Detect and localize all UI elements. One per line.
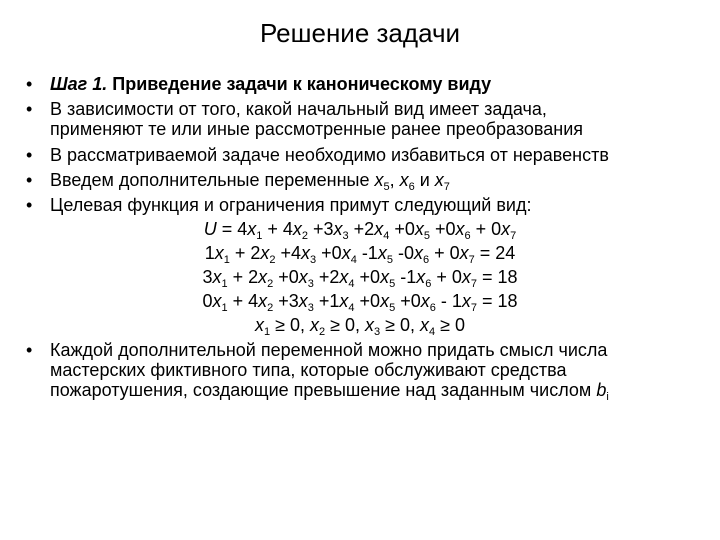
equation-subscript: 4: [350, 254, 357, 266]
constraint-1: [0, 242, 720, 264]
equation-variable: x: [455, 219, 465, 239]
equation-variable: x: [333, 219, 343, 239]
equation-subscript: 7: [468, 254, 475, 266]
equation-subscript: 1: [221, 278, 228, 290]
equation-subscript: 4: [348, 278, 355, 290]
equation-term: +0: [316, 243, 342, 263]
equation-subscript: 1: [223, 254, 230, 266]
equation-term: + 0: [470, 219, 502, 239]
step-label: Шаг 1.: [50, 74, 108, 94]
equation-term: +3: [308, 219, 334, 239]
variable: b: [596, 380, 607, 400]
equation-subscript: 5: [389, 278, 396, 290]
equation-variable: x: [365, 315, 374, 335]
bullet-prefix: Введем дополнительные переменные: [50, 170, 375, 190]
equation-subscript: 6: [422, 254, 430, 266]
equation-variable: x: [339, 267, 349, 287]
equation-term: -0: [392, 243, 414, 263]
equation-subscript: 3: [307, 302, 314, 314]
equation-term: + 2: [227, 267, 259, 287]
equation-term: + 4: [227, 291, 259, 311]
variable-subscript: 6: [408, 181, 415, 193]
equation-variable: x: [339, 291, 349, 311]
equation-term: ≥ 0: [435, 315, 466, 335]
equation-term: = 18: [477, 291, 518, 311]
equation-variable: x: [420, 291, 430, 311]
variable: x: [399, 170, 409, 190]
separator: ,: [389, 170, 400, 190]
equation-term: 0: [202, 291, 213, 311]
equation-subscript: 7: [510, 230, 517, 242]
bullet-text-line: применяют те или иные рассмотренные ранее преобразования: [50, 119, 584, 139]
equation-subscript: 4: [383, 230, 390, 242]
equation-term: ≥ 0,: [325, 315, 365, 335]
equation-term: +3: [273, 291, 299, 311]
equation-subscript: 6: [429, 302, 436, 314]
equation-subscript: 5: [386, 254, 393, 266]
equation-term: ≥ 0,: [380, 315, 421, 335]
equation-variable: x: [374, 219, 384, 239]
variable-subscript: 5: [383, 181, 390, 193]
equation-subscript: 3: [342, 230, 349, 242]
equation-term: +4: [275, 243, 302, 263]
equation-term: +0: [395, 291, 421, 311]
equation-subscript: 7: [470, 302, 477, 314]
equation-subscript: 3: [310, 254, 317, 266]
equation-variable: x: [292, 219, 302, 239]
equation-subscript: 5: [423, 230, 430, 242]
equation-variable: x: [416, 267, 426, 287]
objective-function: [0, 218, 720, 240]
equation-subscript: 2: [267, 278, 274, 290]
equation-subscript: 2: [301, 230, 309, 242]
equation-variable: x: [254, 315, 264, 335]
equation-variable: U: [203, 219, 217, 239]
equation-variable: x: [380, 291, 390, 311]
equation-term: - 1: [435, 291, 462, 311]
bullet-marker: •: [26, 74, 33, 94]
equation-term: -1: [356, 243, 378, 263]
equation-term: +0: [429, 219, 456, 239]
equation-variable: x: [214, 243, 224, 263]
bullet-marker: •: [26, 340, 33, 360]
equation-variable: x: [461, 291, 471, 311]
equation-variable: x: [459, 243, 469, 263]
bullet-text-line: Каждой дополнительной переменной можно придать смысл числа: [50, 340, 608, 360]
equation-term: +0: [354, 291, 381, 311]
bullet-text-line: В зависимости от того, какой начальный вид имеет задача,: [50, 99, 547, 119]
bullet-prefix: пожаротушения, создающие превышение над заданным числом: [50, 380, 597, 400]
equation-variable: x: [298, 267, 308, 287]
equation-subscript: 4: [429, 326, 436, 338]
equation-variable: x: [380, 267, 390, 287]
equation-subscript: 3: [307, 278, 314, 290]
equation-term: + 0: [431, 267, 462, 287]
equation-term: +0: [354, 267, 381, 287]
equation-term: + 2: [229, 243, 261, 263]
equation-term: = 4: [216, 219, 248, 239]
equation-term: +2: [348, 219, 375, 239]
equation-subscript: 2: [318, 326, 326, 338]
nonnegativity-constraints: [0, 314, 720, 336]
equation-subscript: 4: [348, 302, 355, 314]
equation-variable: x: [341, 243, 351, 263]
constraint-3: [0, 290, 720, 312]
equation-term: +0: [389, 219, 415, 239]
equation-term: + 0: [429, 243, 460, 263]
equation-variable: x: [461, 267, 471, 287]
equation-subscript: 2: [267, 302, 274, 314]
equation-subscript: 1: [256, 230, 263, 242]
bullet-text-line: [50, 170, 710, 193]
bullet-text-line: В рассматриваемой задаче необходимо избавиться от неравенств: [50, 145, 609, 165]
equation-subscript: 6: [425, 278, 432, 290]
equation-variable: x: [298, 291, 308, 311]
bullet-text-line: [50, 380, 710, 403]
equation-subscript: 1: [263, 326, 271, 338]
bullet-text-line: Целевая функция и ограничения примут следующий вид:: [50, 195, 532, 215]
equation-term: ≥ 0,: [270, 315, 310, 335]
equation-variable: x: [212, 267, 222, 287]
equation-variable: x: [414, 219, 424, 239]
equation-term: = 18: [477, 267, 518, 287]
bullet-text-line: мастерских фиктивного типа, которые обслуживают средства: [50, 360, 567, 380]
bullet-marker: •: [26, 170, 33, 190]
equation-subscript: 5: [389, 302, 396, 314]
equation-variable: x: [258, 267, 268, 287]
equation-term: 1: [204, 243, 215, 263]
equation-variable: x: [260, 243, 270, 263]
equation-variable: x: [420, 315, 430, 335]
bullet-marker: •: [26, 145, 33, 165]
equation-term: 3: [202, 267, 213, 287]
equation-variable: x: [258, 291, 268, 311]
bullet-step-heading: [50, 74, 710, 94]
bullet-marker: •: [26, 99, 33, 119]
equation-variable: x: [377, 243, 387, 263]
equation-variable: x: [301, 243, 311, 263]
slide-title: Решение задачи: [259, 18, 461, 48]
bullet-marker: •: [26, 195, 33, 215]
equation-subscript: 7: [470, 278, 477, 290]
variable: x: [374, 170, 384, 190]
equation-term: + 4: [262, 219, 293, 239]
constraint-2: [0, 266, 720, 288]
equation-variable: x: [309, 315, 319, 335]
equation-subscript: 3: [374, 326, 381, 338]
equation-term: = 24: [474, 243, 516, 263]
equation-variable: x: [413, 243, 423, 263]
equation-variable: x: [247, 219, 257, 239]
equation-subscript: 2: [269, 254, 276, 266]
equation-subscript: 6: [464, 230, 471, 242]
equation-variable: x: [501, 219, 511, 239]
variable-subscript: 7: [443, 181, 450, 193]
equation-term: -1: [395, 267, 417, 287]
variable-subscript: i: [606, 391, 609, 403]
variable: x: [434, 170, 444, 190]
step-text: Приведение задачи к каноническому виду: [107, 74, 492, 94]
equation-subscript: 1: [221, 302, 228, 314]
equation-term: +1: [313, 291, 340, 311]
separator: и: [414, 170, 435, 190]
equation-variable: x: [212, 291, 222, 311]
equation-term: +2: [313, 267, 340, 287]
equation-term: +0: [273, 267, 299, 287]
